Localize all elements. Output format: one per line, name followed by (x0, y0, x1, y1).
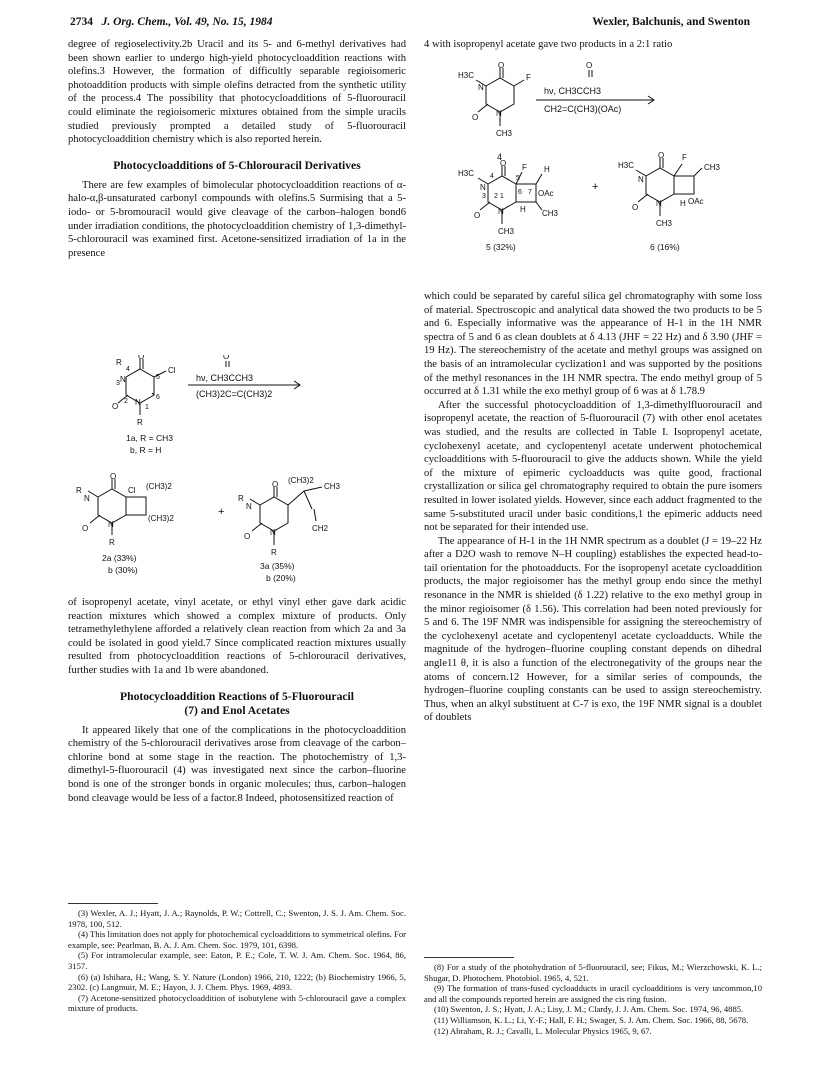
right-paragraph-1: which could be separated by careful silica gel chromatography with some loss of material. Spectroscopic and analytical data showed the two products to be 5 and 6. Especially informative was the appearance of H-1 in the 1H NMR spectra of 5 and 6 as clean doublets at δ 4.13 (JHF = 22 Hz) and δ 3.90 (JHF = 19 Hz). The stereochemistry of the acetate and methyl groups was assigned on the basis of an intramolecular cyclization1 and was supported by the positions of the methyl resonances in the 1H NMR spectra. The endo methyl group of 5 occurred at δ 1.31 while the exo methyl group of 6 was at δ 1.78.9 (424, 291, 762, 398)
svg-text:6: 6 (518, 189, 522, 196)
svg-text:N: N (270, 528, 276, 537)
svg-text:1: 1 (145, 404, 149, 411)
svg-text:+: + (592, 181, 599, 193)
svg-text:CH2: CH2 (312, 524, 329, 533)
svg-text:CH3: CH3 (498, 227, 515, 236)
footnote-5: (5) For intramolecular example, see: Eaton, P. E.; Cole, T. W. J. Am. Chem. Soc. 1964, 86, 3157. (68, 950, 406, 971)
right-paragraph-3: The appearance of H-1 in the 1H NMR spectrum as a doublet (J = 19–22 Hz after a D2O wash to remove N–H coupling) establishes the expected head-to-tail orientation for the photoadducts. For the isopropenyl acetate cycloaddition products, the major regioisomer has the methyl group endo since the methyl resonance in the NMR is shielded (δ 1.22) relative to the exo methyl group in the minor regioisomer (δ 1.56). This correlation had been noted previously for 5 and 6. The 19F NMR was indispensible for assigning the stereochemistry of the cyclohexenyl acetate and cyclopentenyl acetate cycloadducts. While the magnitude of the hydrogen–fluorine coupling constant depends on dihedral angle11 θ, it is also a function of the electronegativity of the groups near the atoms of concern.12 However, for a similar series of compounds, the hydrogen–fluorine coupling constants can be used to assign stereochemistry. Thus, when an alkyl substituent at C-7 is exo, the 19F NMR signal is a doublet of doublets (424, 535, 762, 724)
svg-text:O: O (472, 113, 479, 122)
svg-text:4: 4 (490, 173, 494, 180)
svg-text:5: 5 (156, 374, 160, 381)
label-compound-1b: b, R = H (130, 445, 162, 455)
label-compound-5: 5 (32%) (486, 242, 516, 252)
svg-text:O: O (474, 211, 481, 220)
svg-text:3: 3 (116, 380, 120, 387)
label-compound-3b: b (20%) (266, 573, 296, 583)
svg-text:R: R (76, 486, 82, 495)
svg-text:F: F (526, 73, 531, 82)
left-column-bottom (68, 596, 406, 805)
svg-text:N: N (498, 207, 504, 216)
left-paragraph-4: It appeared likely that one of the complications in the photocycloaddition chemistry of the 5-chlorouracil derivatives arose from cleavage of the carbon–chlorine bond at some stage in the reaction. The photochemistry of 1,3-dimethyl-5-fluorouracil (4) was investigated next since the carbon–fluorine bond is one of the stronger bonds in organic molecules; thus, carbon–halogen bond cleavage would be less of a factor.8 Indeed, photosensitized reaction of (68, 724, 406, 804)
svg-text:Cl: Cl (128, 486, 136, 495)
svg-text:6: 6 (156, 394, 160, 401)
right-column-body (424, 290, 762, 725)
svg-text:O: O (223, 355, 230, 361)
svg-text:O: O (498, 61, 505, 70)
running-header-authors: Wexler, Balchunis, and Swenton (592, 16, 750, 28)
svg-text:+: + (218, 506, 225, 518)
scheme1-reagent-bottom: (CH3)2C=C(CH3)2 (196, 389, 273, 399)
label-compound-6: 6 (16%) (650, 242, 680, 252)
svg-text:H3C: H3C (618, 161, 635, 170)
footnote-rule-right (424, 957, 514, 958)
footnote-4: (4) This limitation does not apply for photochemical cycloadditions to symmetrical olefins. For example, see: Pearlman, B. A. J. Am. Chem. Soc. 1979, 101, 6398. (68, 929, 406, 950)
svg-text:CH3: CH3 (324, 482, 341, 491)
footnotes-right (424, 962, 762, 1036)
label-compound-2b: b (30%) (108, 565, 138, 575)
svg-text:2 1: 2 1 (494, 193, 504, 200)
svg-text:(CH3)2: (CH3)2 (148, 514, 174, 523)
right-column-intro (424, 38, 762, 52)
svg-text:O: O (500, 159, 507, 168)
svg-text:R: R (137, 418, 143, 427)
svg-text:2: 2 (124, 398, 128, 405)
svg-text:3: 3 (482, 193, 486, 200)
svg-text:R: R (109, 538, 115, 547)
scheme-fluorouracil-cycloaddition (424, 60, 762, 290)
footnote-12: (12) Abraham, R. J.; Cavalli, L. Molecular Physics 1965, 9, 67. (434, 1025, 652, 1036)
svg-text:O: O (138, 355, 145, 361)
page-number: 2734 (70, 16, 93, 28)
running-header-left (70, 16, 273, 28)
left-paragraph-1: degree of regioselectivity.2b Uracil and its 5- and 6-methyl derivatives had been shown earlier to undergo high-yield photocycloaddition reactions with olefins.3 However, the formation of difficultly separable regioisomeric photoaddition products with simple olefins detracted from the synthetic utility of the process.4 The possibility that photocycloadditions of 5-fluorouracil could eliminate the regioisomeric mixtures obtained from the simple uracils studied previously prompted a detailed study of 5-fluorouracil photocycloaddition chemistry which is also reported herein. (68, 39, 406, 146)
footnote-rule-left (68, 903, 158, 904)
right-paragraph-0: 4 with isopropenyl acetate gave two products in a 2:1 ratio (424, 39, 673, 50)
svg-text:OAc: OAc (538, 189, 554, 198)
scheme-chlorouracil-cycloaddition (68, 355, 406, 593)
svg-text:O: O (632, 203, 639, 212)
section-heading-chlorouracil: Photocycloadditions of 5-Chlorouracil Derivatives (113, 158, 361, 172)
footnote-8: (8) For a study of the photohydration of 5-fluorouracil, see; Fikus, M.; Wierzchowski, K. L.; Shugar, D. Photochem. Photobiol. 1965, 4, 521. (424, 962, 762, 983)
footnote-10: (10) Swenton, J. S.; Hyatt, J. A.; Lisy, J. M.; Clardy, J. J. Am. Chem. Soc. 1974, 96, 4885. (434, 1004, 744, 1015)
svg-text:H: H (680, 199, 686, 208)
svg-text:F: F (522, 163, 527, 172)
svg-text:H: H (544, 165, 550, 174)
left-paragraph-3: of isopropenyl acetate, vinyl acetate, or ethyl vinyl ether gave dark acidic reaction mixtures which showed a complex mixture of products. Only tetramethylethylene afforded a relatively clean reaction from which 2a and 3a could be isolated in good yield.7 Since complicated reaction mixtures usually resulted from photocycloaddition reactions of 5-chlorouracil derivatives, further studies with 1a and 1b were abandoned. (68, 597, 406, 676)
svg-text:O: O (110, 472, 117, 481)
svg-text:CH3: CH3 (656, 219, 673, 228)
label-compound-2a: 2a (33%) (102, 553, 137, 563)
svg-text:R: R (238, 494, 244, 503)
svg-text:OAc: OAc (688, 197, 704, 206)
svg-text:N: N (120, 375, 126, 384)
label-compound-1a: 1a, R = CH3 (126, 433, 174, 443)
footnotes-left (68, 908, 406, 1014)
svg-text:7: 7 (528, 189, 532, 196)
svg-text:CH3: CH3 (542, 209, 559, 218)
svg-text:N: N (246, 502, 252, 511)
section-heading-fluorouracil-2: (7) and Enol Acetates (184, 703, 290, 717)
svg-text:N: N (135, 398, 141, 407)
svg-text:O: O (658, 151, 665, 160)
svg-text:O: O (586, 61, 593, 70)
scheme1-reagent-top: hν, CH3CCH3 (196, 373, 254, 383)
label-compound-4: 4 (497, 152, 503, 162)
svg-text:O: O (112, 402, 119, 411)
footnote-11: (11) Williamson, K. L.; Li, Y.-F.; Hall, F. H.; Swager, S. J. Am. Chem. Soc. 1966, 88, 5678. (434, 1014, 749, 1025)
footnote-3: (3) Wexler, A. J.; Hyatt, J. A.; Raynolds, P. W.; Cottrell, C.; Swenton, J. S. J. Am. Chem. Soc. 1978, 100, 512. (68, 908, 406, 929)
svg-text:5: 5 (516, 175, 520, 182)
svg-text:N: N (656, 199, 662, 208)
svg-text:(CH3)2: (CH3)2 (288, 476, 314, 485)
svg-text:N: N (478, 83, 484, 92)
svg-text:H3C: H3C (458, 169, 475, 178)
svg-text:N: N (84, 494, 90, 503)
svg-text:O: O (82, 524, 89, 533)
svg-text:H: H (520, 205, 526, 214)
footnote-9: (9) The formation of trans-fused cycloadducts in uracil cycloadditions is very uncommon,10 and all the compounds reported herein are assigned the cis ring fusion. (424, 983, 762, 1004)
svg-text:O: O (244, 532, 251, 541)
svg-text:N: N (108, 520, 114, 529)
label-compound-3a: 3a (35%) (260, 561, 295, 571)
svg-text:4: 4 (126, 366, 130, 373)
journal-citation: J. Org. Chem., Vol. 49, No. 15, 1984 (101, 16, 273, 28)
section-heading-fluorouracil: Photocycloaddition Reactions of 5-Fluorouracil (120, 689, 354, 703)
scheme2-reagent-top: hν, CH3CCH3 (544, 86, 602, 96)
svg-text:CH3: CH3 (704, 163, 721, 172)
svg-text:N: N (496, 109, 502, 118)
svg-text:(CH3)2: (CH3)2 (146, 482, 172, 491)
footnote-6: (6) (a) Ishihara, H.; Wang, S. Y. Nature (London) 1966, 210, 1222; (b) Biochemistry 1966, 5, 2302. (c) Langmuir, M. E.; Hayon, J. J. Chem. Phys. 1969, 4893. (68, 971, 406, 993)
svg-text:H3C: H3C (458, 71, 475, 80)
svg-text:R: R (116, 358, 122, 367)
svg-text:R: R (271, 548, 277, 557)
right-paragraph-2: After the successful photocycloaddition of 1,3-dimethylfluorouracil and isopropenyl acetate, the reaction of 5-fluorouracil (7) with other enol acetates was studied, and the results are collected in Table I. Isopropenyl acetate, cyclohexenyl acetate, and cyclopentenyl acetate underwent photochemical cycloadditions with 5-fluorouracil to give the adducts shown. While the yield of the mixture of epimeric cycloadducts was quite good, fractional crystallization or silica gel chromatography required to obtain the pure isomers resulted in lower isolated yields. However, since each adduct fragmented to the same 5-substituted uracil under basic conditions,1 the epimeric adducts need not be separated for their intended use. (424, 399, 762, 534)
svg-text:N: N (638, 175, 644, 184)
scheme2-reagent-bottom: CH2=C(CH3)(OAc) (544, 104, 622, 114)
svg-text:N: N (480, 183, 486, 192)
left-paragraph-2: There are few examples of bimolecular photocycloaddition reactions of α-halo-α,β-unsaturated carbonyl compounds with olefins.5 Surmising that a 5-iodo- or 5-bromouracil would give cleavage of the carbon–halogen bond6 under irradiation conditions, the photocycloaddition chemistry of 1,3-dimethyl-5-chlorouracil was examined first. Acetone-sensitized irradiation of 1a in the presence (68, 179, 406, 259)
svg-text:Cl: Cl (168, 366, 176, 375)
svg-text:O: O (272, 480, 279, 489)
left-column-top (68, 38, 406, 260)
svg-text:CH3: CH3 (496, 129, 513, 138)
footnote-7: (7) Acetone-sensitized photocycloaddition of isobutylene with 5-chlorouracil gave a complex mixture of products. (68, 992, 406, 1014)
svg-text:F: F (682, 153, 687, 162)
